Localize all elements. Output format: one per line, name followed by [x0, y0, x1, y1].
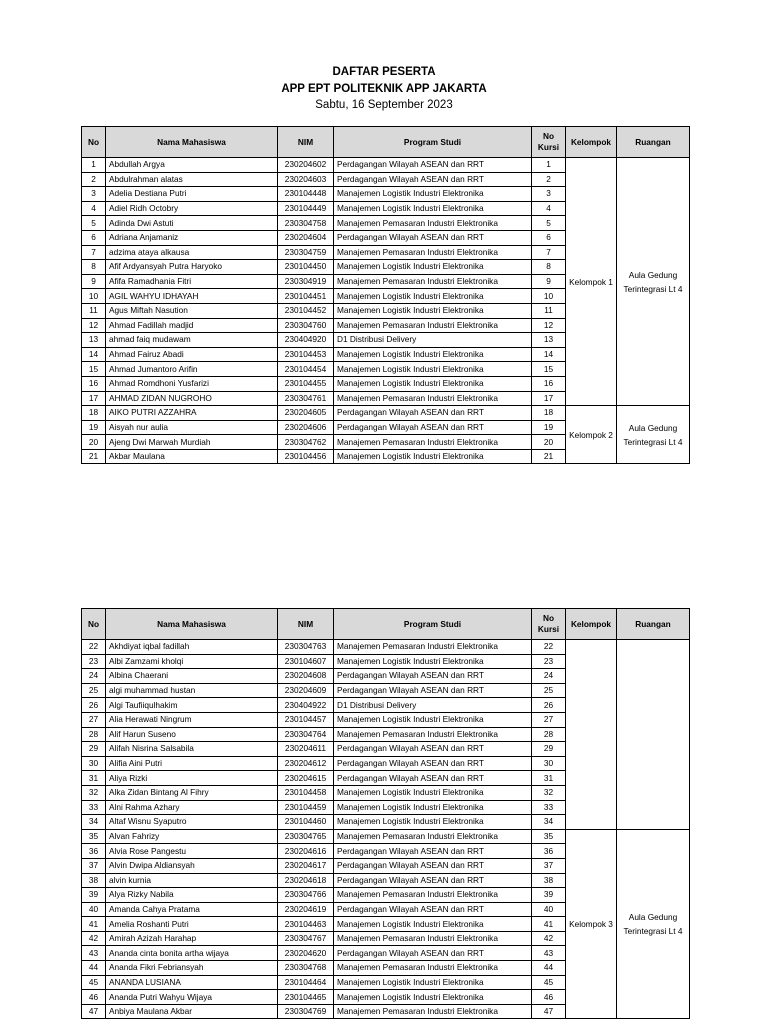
participant-table-1 — [81, 126, 690, 464]
student-nim: 230104448 — [278, 187, 334, 202]
student-nim: 230304763 — [278, 640, 334, 655]
student-name: AIKO PUTRI AZZAHRA — [106, 406, 278, 421]
student-name: Alifah Nisrina Salsabila — [106, 742, 278, 757]
group-kelompok — [566, 640, 617, 830]
student-name: Akhdiyat iqbal fadillah — [106, 640, 278, 655]
table-row — [82, 829, 690, 844]
student-name: Ahmad Jumantoro Arifin — [106, 362, 278, 377]
group-ruangan: Aula Gedung Terintegrasi Lt 4 — [617, 406, 690, 464]
seat-number: 45 — [532, 975, 566, 990]
student-nim: 230304766 — [278, 888, 334, 903]
student-name: Alka Zidan Bintang Al Fihry — [106, 785, 278, 800]
seat-number: 31 — [532, 771, 566, 786]
student-name: Albina Chaerani — [106, 669, 278, 684]
study-program: Manajemen Logistik Industri Elektronika — [334, 260, 532, 275]
row-no: 32 — [82, 785, 106, 800]
seat-number: 32 — [532, 785, 566, 800]
student-nim: 230304919 — [278, 274, 334, 289]
student-nim: 230104458 — [278, 785, 334, 800]
study-program: Manajemen Pemasaran Industri Elektronika — [334, 727, 532, 742]
row-no: 7 — [82, 245, 106, 260]
row-no: 14 — [82, 347, 106, 362]
student-name: Alvia Rose Pangestu — [106, 844, 278, 859]
row-no: 42 — [82, 931, 106, 946]
header-ruangan: Ruangan — [617, 127, 690, 158]
seat-number: 19 — [532, 420, 566, 435]
row-no: 40 — [82, 902, 106, 917]
student-nim: 230104451 — [278, 289, 334, 304]
student-name: Alni Rahma Azhary — [106, 800, 278, 815]
row-no: 22 — [82, 640, 106, 655]
table-header-row — [82, 127, 690, 158]
student-nim: 230404922 — [278, 698, 334, 713]
student-nim: 230104460 — [278, 815, 334, 830]
row-no: 30 — [82, 756, 106, 771]
seat-number: 12 — [532, 318, 566, 333]
student-nim: 230204616 — [278, 844, 334, 859]
row-no: 13 — [82, 333, 106, 348]
seat-number: 5 — [532, 216, 566, 231]
student-nim: 230104450 — [278, 260, 334, 275]
row-no: 35 — [82, 829, 106, 844]
seat-number: 15 — [532, 362, 566, 377]
document-date: Sabtu, 16 September 2023 — [315, 99, 453, 111]
row-no: 31 — [82, 771, 106, 786]
student-name: Alia Herawati Ningrum — [106, 712, 278, 727]
study-program: Manajemen Logistik Industri Elektronika — [334, 785, 532, 800]
student-name: Amanda Cahya Pratama — [106, 902, 278, 917]
seat-number: 42 — [532, 931, 566, 946]
student-nim: 230204606 — [278, 420, 334, 435]
student-nim: 230204612 — [278, 756, 334, 771]
student-name: alvin kurnia — [106, 873, 278, 888]
study-program: Manajemen Logistik Industri Elektronika — [334, 201, 532, 216]
student-nim: 230104453 — [278, 347, 334, 362]
seat-number: 1 — [532, 158, 566, 173]
student-nim: 230104457 — [278, 712, 334, 727]
row-no: 47 — [82, 1004, 106, 1019]
study-program: Manajemen Pemasaran Industri Elektronika — [334, 640, 532, 655]
header-nim: NIM — [278, 609, 334, 640]
study-program: Manajemen Logistik Industri Elektronika — [334, 449, 532, 464]
student-name: Anbiya Maulana Akbar — [106, 1004, 278, 1019]
student-nim: 230104465 — [278, 990, 334, 1005]
student-nim: 230304767 — [278, 931, 334, 946]
table-header-row — [82, 609, 690, 640]
study-program: Perdagangan Wilayah ASEAN dan RRT — [334, 683, 532, 698]
study-program: Perdagangan Wilayah ASEAN dan RRT — [334, 902, 532, 917]
study-program: Manajemen Pemasaran Industri Elektronika — [334, 829, 532, 844]
student-name: Adelia Destiana Putri — [106, 187, 278, 202]
student-nim: 230304764 — [278, 727, 334, 742]
seat-number: 21 — [532, 449, 566, 464]
row-no: 18 — [82, 406, 106, 421]
row-no: 45 — [82, 975, 106, 990]
seat-number: 44 — [532, 961, 566, 976]
study-program: Manajemen Logistik Industri Elektronika — [334, 187, 532, 202]
student-name: ANANDA LUSIANA — [106, 975, 278, 990]
study-program: Manajemen Pemasaran Industri Elektronika — [334, 274, 532, 289]
seat-number: 16 — [532, 376, 566, 391]
student-nim: 230204603 — [278, 172, 334, 187]
student-nim: 230204619 — [278, 902, 334, 917]
student-nim: 230204615 — [278, 771, 334, 786]
student-name: Afif Ardyansyah Putra Haryoko — [106, 260, 278, 275]
seat-number: 13 — [532, 333, 566, 348]
student-name: Abdulrahman alatas — [106, 172, 278, 187]
study-program: Manajemen Pemasaran Industri Elektronika — [334, 391, 532, 406]
student-name: Abdullah Argya — [106, 158, 278, 173]
row-no: 5 — [82, 216, 106, 231]
student-nim: 230104455 — [278, 376, 334, 391]
study-program: Perdagangan Wilayah ASEAN dan RRT — [334, 742, 532, 757]
student-name: Algi Taufiiqulhakim — [106, 698, 278, 713]
student-nim: 230204620 — [278, 946, 334, 961]
header-kursi: No Kursi — [532, 609, 566, 640]
study-program: Manajemen Pemasaran Industri Elektronika — [334, 888, 532, 903]
seat-number: 34 — [532, 815, 566, 830]
row-no: 41 — [82, 917, 106, 932]
student-nim: 230304758 — [278, 216, 334, 231]
study-program: Perdagangan Wilayah ASEAN dan RRT — [334, 756, 532, 771]
study-program: Manajemen Logistik Industri Elektronika — [334, 815, 532, 830]
seat-number: 38 — [532, 873, 566, 888]
study-program: Manajemen Logistik Industri Elektronika — [334, 347, 532, 362]
seat-number: 7 — [532, 245, 566, 260]
document-title: DAFTAR PESERTA — [332, 66, 436, 78]
seat-number: 18 — [532, 406, 566, 421]
student-nim: 230304762 — [278, 435, 334, 450]
study-program: Manajemen Pemasaran Industri Elektronika — [334, 1004, 532, 1019]
study-program: Manajemen Pemasaran Industri Elektronika — [334, 435, 532, 450]
seat-number: 26 — [532, 698, 566, 713]
student-name: Afifa Ramadhania Fitri — [106, 274, 278, 289]
student-name: Ananda Putri Wahyu Wijaya — [106, 990, 278, 1005]
seat-number: 30 — [532, 756, 566, 771]
student-name: Aliya Rizki — [106, 771, 278, 786]
seat-number: 27 — [532, 712, 566, 727]
row-no: 38 — [82, 873, 106, 888]
seat-number: 35 — [532, 829, 566, 844]
study-program: Perdagangan Wilayah ASEAN dan RRT — [334, 420, 532, 435]
student-name: Ahmad Romdhoni Yusfarizi — [106, 376, 278, 391]
study-program: Perdagangan Wilayah ASEAN dan RRT — [334, 158, 532, 173]
row-no: 11 — [82, 303, 106, 318]
student-name: Adinda Dwi Astuti — [106, 216, 278, 231]
student-name: Alvin Dwipa Aldiansyah — [106, 858, 278, 873]
group-ruangan — [617, 640, 690, 830]
row-no: 1 — [82, 158, 106, 173]
study-program: Manajemen Logistik Industri Elektronika — [334, 303, 532, 318]
student-nim: 230404920 — [278, 333, 334, 348]
header-ruangan: Ruangan — [617, 609, 690, 640]
seat-number: 46 — [532, 990, 566, 1005]
table-row — [82, 406, 690, 421]
seat-number: 14 — [532, 347, 566, 362]
header-kelompok: Kelompok — [566, 609, 617, 640]
table-row — [82, 640, 690, 655]
seat-number: 3 — [532, 187, 566, 202]
student-name: Albi Zamzami kholqi — [106, 654, 278, 669]
study-program: Manajemen Logistik Industri Elektronika — [334, 800, 532, 815]
student-name: Amirah Azizah Harahap — [106, 931, 278, 946]
header-kursi: No Kursi — [532, 127, 566, 158]
student-name: adzima ataya alkausa — [106, 245, 278, 260]
student-name: ahmad faiq mudawam — [106, 333, 278, 348]
seat-number: 11 — [532, 303, 566, 318]
student-name: Alif Harun Suseno — [106, 727, 278, 742]
student-nim: 230204605 — [278, 406, 334, 421]
study-program: Manajemen Pemasaran Industri Elektronika — [334, 961, 532, 976]
group-kelompok: Kelompok 3 — [566, 829, 617, 1019]
student-name: Ajeng Dwi Marwah Murdiah — [106, 435, 278, 450]
student-name: Adriana Anjamaniz — [106, 230, 278, 245]
study-program: Perdagangan Wilayah ASEAN dan RRT — [334, 230, 532, 245]
seat-number: 41 — [532, 917, 566, 932]
student-nim: 230304765 — [278, 829, 334, 844]
student-nim: 230104456 — [278, 449, 334, 464]
student-nim: 230304760 — [278, 318, 334, 333]
row-no: 27 — [82, 712, 106, 727]
student-nim: 230304759 — [278, 245, 334, 260]
header-no: No — [82, 609, 106, 640]
student-name: AGIL WAHYU IDHAYAH — [106, 289, 278, 304]
row-no: 25 — [82, 683, 106, 698]
seat-number: 8 — [532, 260, 566, 275]
student-name: Adiel Ridh Octobry — [106, 201, 278, 216]
seat-number: 40 — [532, 902, 566, 917]
header-kelompok: Kelompok — [566, 127, 617, 158]
seat-number: 25 — [532, 683, 566, 698]
row-no: 37 — [82, 858, 106, 873]
student-nim: 230304768 — [278, 961, 334, 976]
row-no: 39 — [82, 888, 106, 903]
participant-table-2 — [81, 608, 690, 1019]
student-name: Ahmad Fadillah madjid — [106, 318, 278, 333]
group-ruangan: Aula Gedung Terintegrasi Lt 4 — [617, 829, 690, 1019]
student-name: Altaf Wisnu Syaputro — [106, 815, 278, 830]
study-program: Perdagangan Wilayah ASEAN dan RRT — [334, 669, 532, 684]
student-nim: 230204608 — [278, 669, 334, 684]
seat-number: 22 — [532, 640, 566, 655]
seat-number: 36 — [532, 844, 566, 859]
row-no: 9 — [82, 274, 106, 289]
student-nim: 230304769 — [278, 1004, 334, 1019]
study-program: Perdagangan Wilayah ASEAN dan RRT — [334, 844, 532, 859]
student-nim: 230204602 — [278, 158, 334, 173]
student-nim: 230104459 — [278, 800, 334, 815]
row-no: 20 — [82, 435, 106, 450]
student-nim: 230204609 — [278, 683, 334, 698]
row-no: 34 — [82, 815, 106, 830]
student-name: Alvan Fahrizy — [106, 829, 278, 844]
row-no: 10 — [82, 289, 106, 304]
row-no: 33 — [82, 800, 106, 815]
student-nim: 230104607 — [278, 654, 334, 669]
study-program: Manajemen Logistik Industri Elektronika — [334, 376, 532, 391]
study-program: Manajemen Pemasaran Industri Elektronika — [334, 318, 532, 333]
row-no: 17 — [82, 391, 106, 406]
study-program: Manajemen Logistik Industri Elektronika — [334, 654, 532, 669]
student-name: Amelia Roshanti Putri — [106, 917, 278, 932]
study-program: Manajemen Pemasaran Industri Elektronika — [334, 216, 532, 231]
seat-number: 28 — [532, 727, 566, 742]
seat-number: 29 — [532, 742, 566, 757]
seat-number: 37 — [532, 858, 566, 873]
seat-number: 4 — [532, 201, 566, 216]
study-program: Perdagangan Wilayah ASEAN dan RRT — [334, 946, 532, 961]
student-nim: 230204611 — [278, 742, 334, 757]
row-no: 6 — [82, 230, 106, 245]
group-ruangan: Aula Gedung Terintegrasi Lt 4 — [617, 158, 690, 406]
study-program: Perdagangan Wilayah ASEAN dan RRT — [334, 873, 532, 888]
seat-number: 39 — [532, 888, 566, 903]
student-name: Aisyah nur aulia — [106, 420, 278, 435]
seat-number: 24 — [532, 669, 566, 684]
seat-number: 43 — [532, 946, 566, 961]
group-kelompok: Kelompok 2 — [566, 406, 617, 464]
study-program: Manajemen Logistik Industri Elektronika — [334, 712, 532, 727]
student-nim: 230204604 — [278, 230, 334, 245]
student-nim: 230204617 — [278, 858, 334, 873]
study-program: Manajemen Logistik Industri Elektronika — [334, 990, 532, 1005]
header-name: Nama Mahasiswa — [106, 609, 278, 640]
row-no: 36 — [82, 844, 106, 859]
study-program: Manajemen Logistik Industri Elektronika — [334, 975, 532, 990]
study-program: Manajemen Logistik Industri Elektronika — [334, 917, 532, 932]
study-program: Perdagangan Wilayah ASEAN dan RRT — [334, 771, 532, 786]
study-program: Perdagangan Wilayah ASEAN dan RRT — [334, 172, 532, 187]
study-program: D1 Distribusi Delivery — [334, 698, 532, 713]
row-no: 16 — [82, 376, 106, 391]
row-no: 43 — [82, 946, 106, 961]
seat-number: 33 — [532, 800, 566, 815]
student-name: algi muhammad hustan — [106, 683, 278, 698]
seat-number: 23 — [532, 654, 566, 669]
seat-number: 47 — [532, 1004, 566, 1019]
student-name: Akbar Maulana — [106, 449, 278, 464]
row-no: 24 — [82, 669, 106, 684]
row-no: 29 — [82, 742, 106, 757]
row-no: 23 — [82, 654, 106, 669]
table-row — [82, 158, 690, 173]
student-name: AHMAD ZIDAN NUGROHO — [106, 391, 278, 406]
row-no: 46 — [82, 990, 106, 1005]
student-name: Ahmad Fairuz Abadi — [106, 347, 278, 362]
document-subtitle: APP EPT POLITEKNIK APP JAKARTA — [281, 83, 487, 95]
row-no: 3 — [82, 187, 106, 202]
row-no: 12 — [82, 318, 106, 333]
student-nim: 230304761 — [278, 391, 334, 406]
row-no: 15 — [82, 362, 106, 377]
header-nim: NIM — [278, 127, 334, 158]
study-program: Perdagangan Wilayah ASEAN dan RRT — [334, 406, 532, 421]
row-no: 26 — [82, 698, 106, 713]
seat-number: 2 — [532, 172, 566, 187]
header-name: Nama Mahasiswa — [106, 127, 278, 158]
student-nim: 230104454 — [278, 362, 334, 377]
seat-number: 9 — [532, 274, 566, 289]
row-no: 2 — [82, 172, 106, 187]
student-nim: 230104449 — [278, 201, 334, 216]
row-no: 19 — [82, 420, 106, 435]
student-name: Alya Rizky Nabila — [106, 888, 278, 903]
group-kelompok: Kelompok 1 — [566, 158, 617, 406]
seat-number: 20 — [532, 435, 566, 450]
header-program: Program Studi — [334, 127, 532, 158]
student-nim: 230104452 — [278, 303, 334, 318]
row-no: 8 — [82, 260, 106, 275]
student-name: Agus Miftah Nasution — [106, 303, 278, 318]
study-program: D1 Distribusi Delivery — [334, 333, 532, 348]
row-no: 4 — [82, 201, 106, 216]
row-no: 44 — [82, 961, 106, 976]
study-program: Manajemen Logistik Industri Elektronika — [334, 289, 532, 304]
row-no: 28 — [82, 727, 106, 742]
student-nim: 230204618 — [278, 873, 334, 888]
student-name: Ananda cinta bonita artha wijaya — [106, 946, 278, 961]
seat-number: 17 — [532, 391, 566, 406]
study-program: Perdagangan Wilayah ASEAN dan RRT — [334, 858, 532, 873]
student-name: Alifia Aini Putri — [106, 756, 278, 771]
study-program: Manajemen Logistik Industri Elektronika — [334, 362, 532, 377]
study-program: Manajemen Pemasaran Industri Elektronika — [334, 931, 532, 946]
student-name: Ananda Fikri Febriansyah — [106, 961, 278, 976]
header-no: No — [82, 127, 106, 158]
header-program: Program Studi — [334, 609, 532, 640]
student-nim: 230104464 — [278, 975, 334, 990]
seat-number: 6 — [532, 230, 566, 245]
seat-number: 10 — [532, 289, 566, 304]
study-program: Manajemen Pemasaran Industri Elektronika — [334, 245, 532, 260]
row-no: 21 — [82, 449, 106, 464]
student-nim: 230104463 — [278, 917, 334, 932]
